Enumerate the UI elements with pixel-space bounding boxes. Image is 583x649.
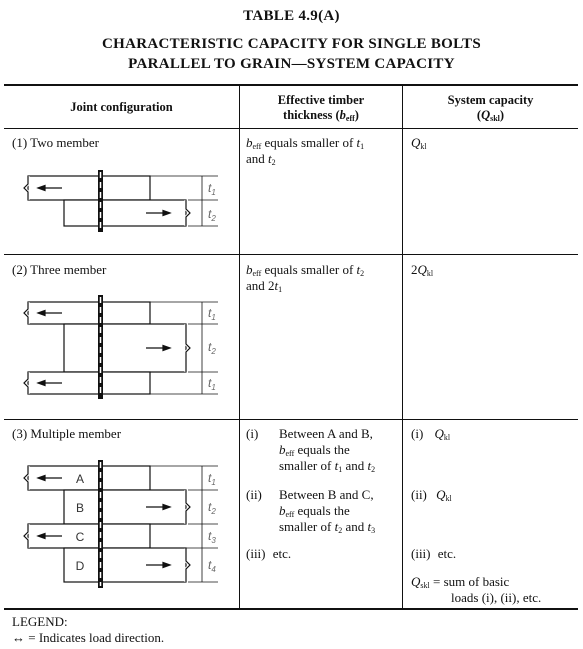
row3-cap-sum-line1: [411, 574, 576, 590]
row3-cap-sum: [411, 574, 576, 606]
row1-capacity: [411, 135, 427, 151]
row3-item-ii: [246, 487, 401, 535]
svg-text:t1: $t_1$: [208, 306, 216, 322]
table-title-line2: PARALLEL TO GRAIN—SYSTEM CAPACITY: [128, 56, 455, 72]
row3-cap-iii-num: (iii): [411, 546, 431, 561]
row2-capacity-symbol: Q: [417, 262, 427, 277]
row3-item-i-line1: Between A and B,: [279, 426, 373, 441]
svg-text:B: B: [75, 501, 85, 515]
svg-text:t3: $t_3$: [208, 529, 216, 545]
row3-item-ii-and: and: [342, 519, 368, 534]
row2-thickness-and: and 2: [246, 278, 275, 293]
header-thickness-line1: Effective timber: [277, 93, 365, 107]
row3-cap-sum-symbol: Q: [411, 574, 421, 589]
row3-item-iii-text: etc.: [272, 546, 292, 561]
header-effective-thickness: [240, 93, 402, 123]
row1-rule: [4, 254, 578, 255]
row2-capacity-subscript: kl: [426, 269, 434, 278]
header-capacity-symbol: Q: [481, 108, 491, 122]
header-capacity-subscript: skl: [490, 114, 500, 123]
row3-cap-i-subscript: kl: [443, 433, 451, 442]
legend-text: = Indicates load direction.: [25, 630, 165, 645]
t1-label: $t_1$: [208, 181, 216, 197]
row2-thickness: $b_{eff}$ equals smaller of $t_2$ and $2t_1$: [246, 262, 365, 294]
header-joint-configuration: Joint configuration: [70, 100, 173, 114]
header-thickness-text: thickness (: [283, 108, 340, 122]
legend-title: LEGEND:: [12, 614, 68, 629]
row2-thickness-text: equals smaller of: [264, 262, 357, 277]
row3-item-iii: [246, 546, 291, 562]
row3-item-ii-equals: equals the: [297, 503, 350, 518]
row1-thickness-text: equals smaller of: [264, 135, 357, 150]
row3-item-ii-line3: smaller of $t_2$ and $t_3$: [279, 519, 376, 535]
row3-item-ii-line1: Between B and C,: [279, 487, 374, 502]
row1-thickness: $b_{eff}$ equals smaller of $t_1$ and $t_2$: [246, 135, 365, 167]
t2-label: $t_2$: [208, 207, 216, 223]
row3-item-i-line2: $b_{eff}$ equals the: [279, 442, 350, 458]
row3-item-i-equals: equals the: [297, 442, 350, 457]
row2-rule: [4, 419, 578, 420]
double-arrow-icon: ↔: [12, 630, 25, 645]
row1-capacity-subscript: kl: [420, 142, 427, 151]
row3-cap-sum-text1: = sum of basic: [429, 574, 510, 589]
row3-config-label: (3) Multiple member: [12, 426, 122, 441]
row3-item-iii-num: (iii): [246, 546, 266, 561]
header-capacity-line1: System capacity: [447, 93, 534, 107]
svg-text:t1: $t_1$: [208, 471, 216, 487]
svg-text:C: C: [75, 530, 85, 544]
header-capacity-line2: $(Q_{skl})$: [476, 108, 505, 123]
row3-cap-i-num: (i): [411, 426, 424, 441]
header-rule: [4, 128, 578, 129]
row3-item-ii-smaller: smaller of: [279, 519, 335, 534]
header-thickness-subscript: eff: [345, 114, 355, 123]
three-member-joint-diagram: [18, 290, 233, 402]
row3-item-i: [246, 426, 401, 474]
row3-cap-ii: [411, 487, 452, 503]
row3-item-i-num: (i): [246, 426, 259, 441]
row1-config-label: (1) Two member: [12, 135, 99, 150]
row3-item-i-and: and: [342, 458, 368, 473]
row3-item-i-smaller: smaller of: [279, 458, 335, 473]
header-thickness-line2: thickness $(b_{eff})$: [283, 108, 359, 123]
row2-config-label: (2) Three member: [12, 262, 107, 277]
row1-thickness-and: and: [246, 151, 269, 166]
two-member-joint-diagram: [18, 166, 233, 242]
svg-text:D: D: [75, 559, 85, 573]
svg-text:t4: $t_4$: [208, 558, 216, 574]
table-top-rule: [4, 84, 578, 86]
row3-cap-ii-subscript: kl: [445, 494, 452, 503]
row3-cap-sum-subscript: skl: [420, 581, 430, 590]
row3-cap-ii-num: (ii): [411, 487, 427, 502]
table-bottom-rule: [4, 608, 578, 610]
row3-cap-i-symbol: Q: [434, 426, 444, 441]
row2-capacity: [411, 262, 433, 278]
header-thickness-symbol: b: [339, 108, 346, 122]
row3-item-ii-num: (ii): [246, 487, 262, 502]
svg-text:t2: $t_2$: [208, 340, 216, 356]
table-title-line1: CHARACTERISTIC CAPACITY FOR SINGLE BOLTS: [101, 36, 482, 52]
row2-capacity-prefix: 2: [411, 262, 418, 277]
legend-entry: [12, 630, 164, 646]
row3-item-i-line3: smaller of $t_1$ and $t_2$: [279, 458, 376, 474]
column-divider-1: [239, 85, 240, 609]
row3-cap-iii-text: etc.: [437, 546, 457, 561]
row3-item-ii-line2: $b_{eff}$ equals the: [279, 503, 350, 519]
row3-cap-sum-text2: loads (i), (ii), etc.: [451, 590, 542, 605]
header-system-capacity: [403, 93, 578, 123]
row3-cap-ii-symbol: Q: [436, 487, 446, 502]
multiple-member-joint-diagram: [18, 456, 233, 596]
row1-capacity-symbol: Q: [411, 135, 421, 150]
row3-cap-i: [411, 426, 450, 442]
row3-cap-iii: [411, 546, 456, 562]
svg-text:A: A: [75, 472, 85, 486]
table-number: TABLE 4.9(A): [243, 8, 340, 24]
svg-text:t1: $t_1$: [208, 376, 216, 392]
svg-text:t2: $t_2$: [208, 500, 216, 516]
